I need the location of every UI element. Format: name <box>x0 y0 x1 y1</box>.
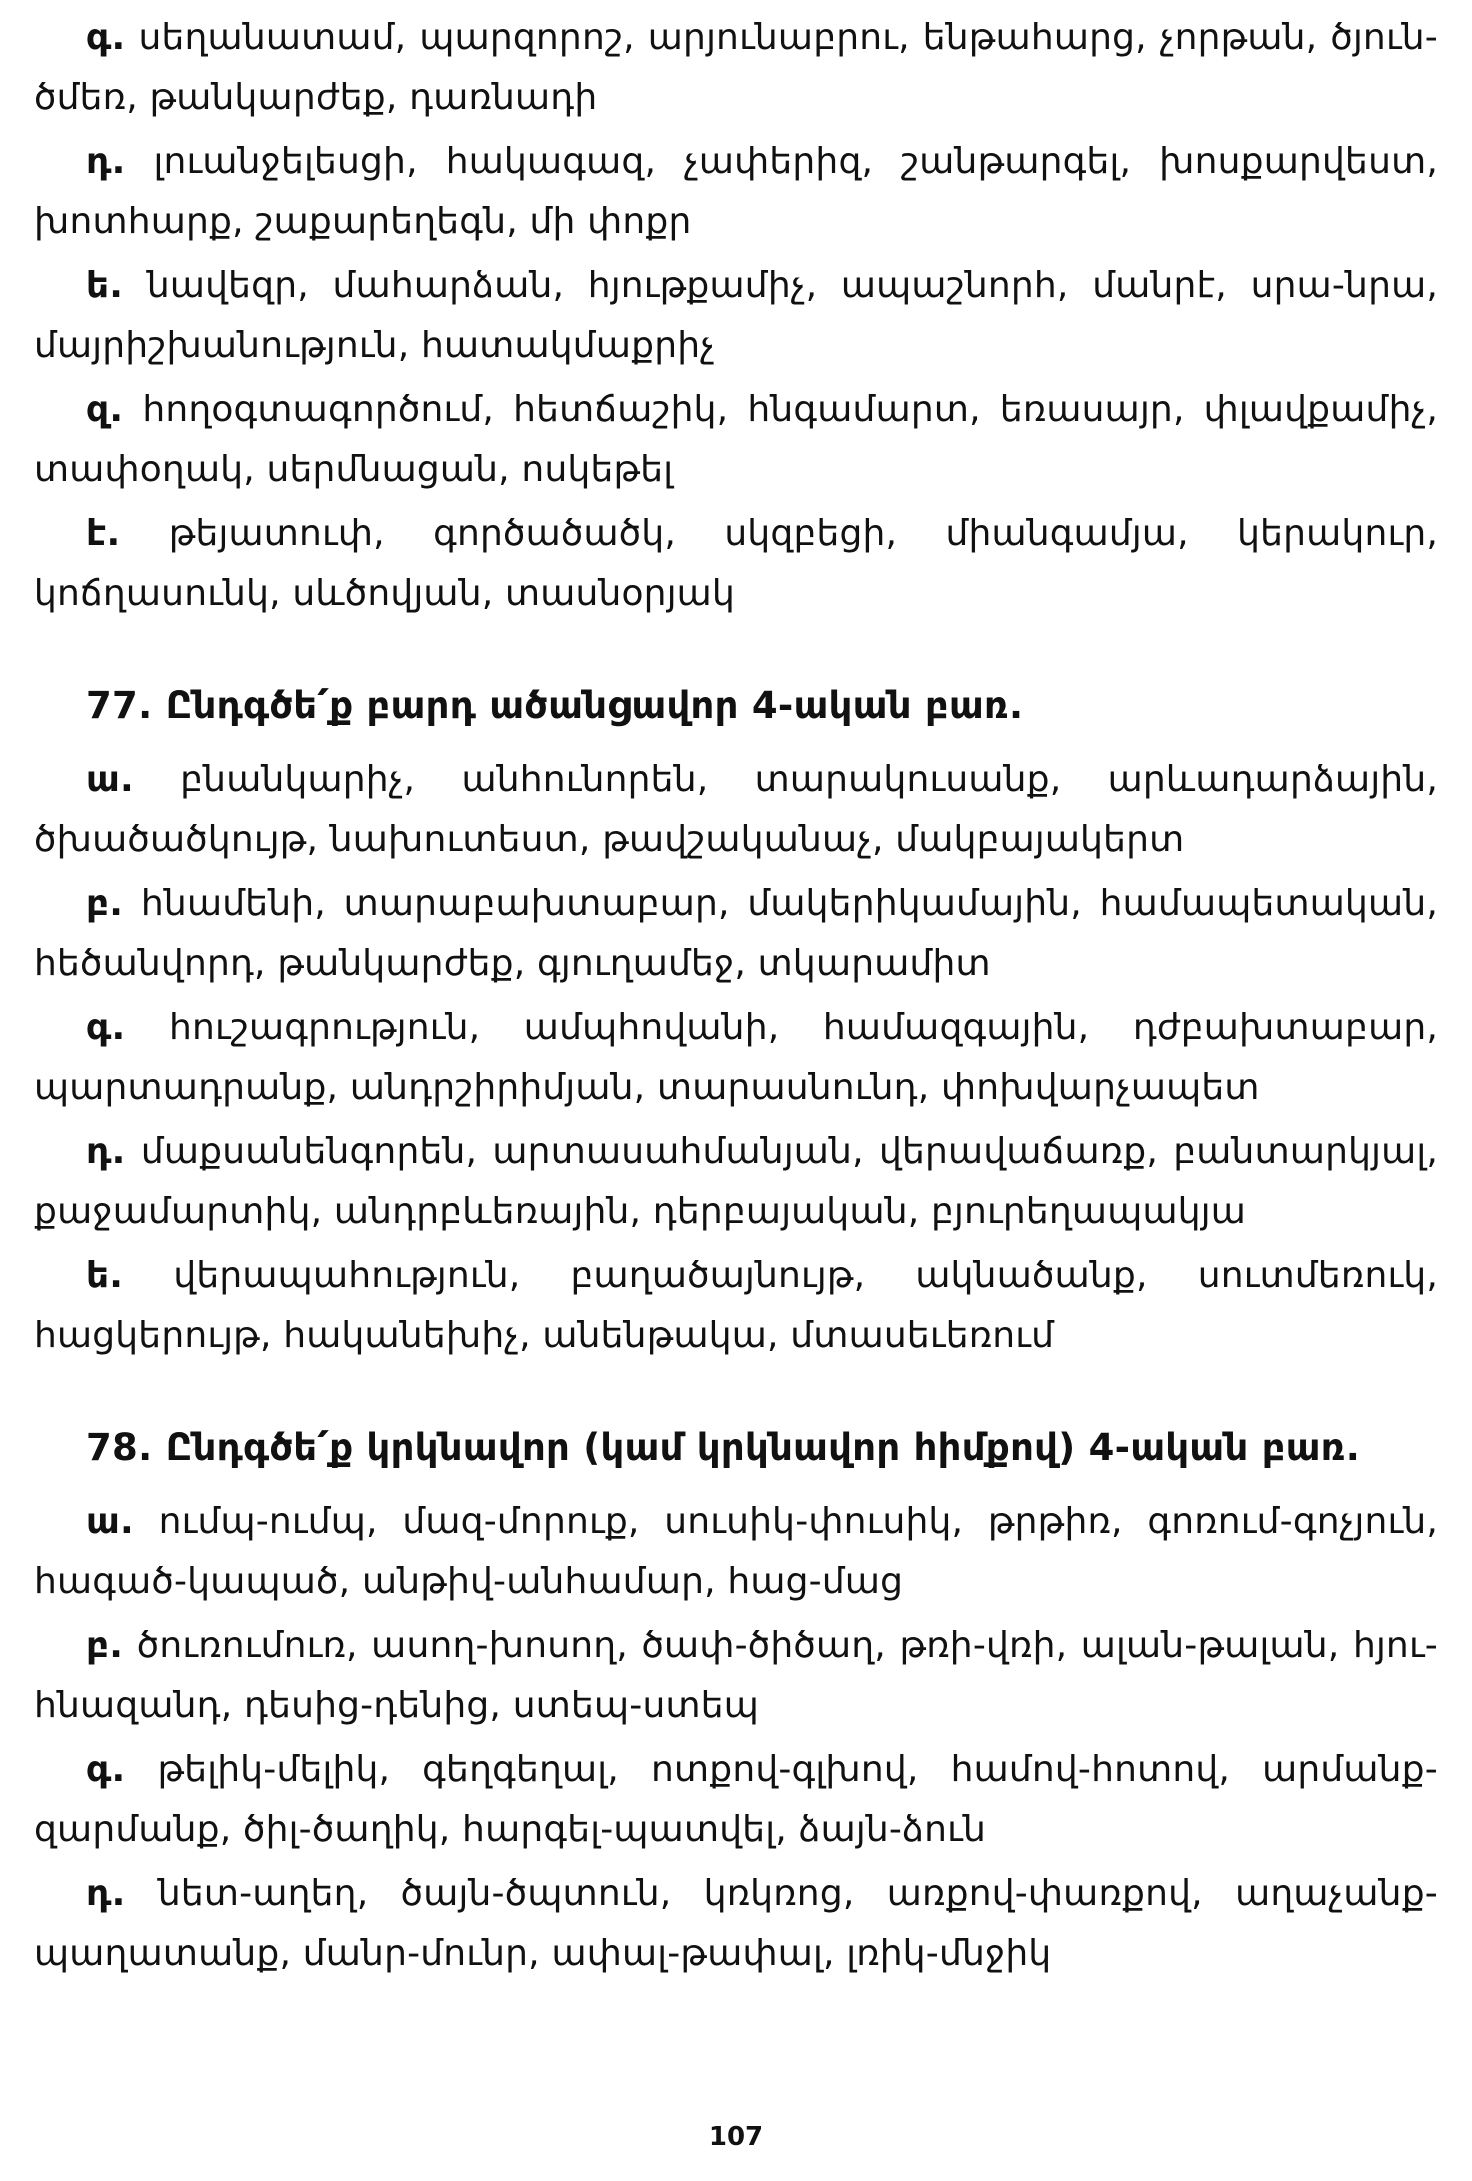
item-text: սեղանատամ, պարզորոշ, արյունաբրու, ենթահարց, չորթան, ծյուն-ծմեռ, թանկարժեք, դառնադի <box>34 17 1438 118</box>
item-text: ծուռումուռ, ասող-խոսող, ծափ-ծիծաղ, թռի-վռի, ալան-թալան, հյու-հնազանդ, դեսից-դենից, ստեպ-ստեպ <box>34 1625 1438 1726</box>
list-item <box>34 1492 1438 1612</box>
list-item <box>34 8 1438 128</box>
item-label: զ. <box>86 389 124 430</box>
item-label: դ. <box>86 1873 126 1914</box>
item-text: հողօգտագործում, հետճաշիկ, հնգամարտ, եռասայր, փլավքամիչ, տափօղակ, սերմնացան, ոսկեթել <box>34 389 1438 490</box>
list-item <box>34 874 1438 994</box>
item-label: գ. <box>86 17 126 58</box>
item-text: ումպ-ումպ, մազ-մորուք, սուսիկ-փուսիկ, թրթիռ, գոռում-գոչյուն, հագած-կապած, անթիվ-անհամար, հաց-մաց <box>34 1501 1438 1602</box>
list-item <box>34 380 1438 500</box>
list-item <box>34 1246 1438 1366</box>
item-text: թեյատուփ, գործածածկ, սկզբեցի, միանգամյա, կերակուր, կոճղասունկ, սևծովյան, տասնօրյակ <box>34 513 1438 614</box>
page-content <box>34 8 1438 1988</box>
item-text: լուանջելեսցի, հակագազ, չափերիզ, շանթարգել, խոսքարվեստ, խոտհարք, շաքարեղեգն, մի փոքր <box>34 141 1438 242</box>
item-label: դ. <box>86 141 126 182</box>
item-text: նավեզր, մահարձան, հյութքամիչ, ապաշնորհ, մանրէ, սրա-նրա, մայրիշխանություն, հատակմաքրիչ <box>34 265 1438 366</box>
list-item <box>34 1864 1438 1984</box>
list-item <box>34 750 1438 870</box>
exercise-78-heading: 78. Ընդգծե՛ք կրկնավոր (կամ կրկնավոր հիմքով) 4-ական բառ. <box>86 1426 1361 1469</box>
item-text: հնամենի, տարաբախտաբար, մակերիկամային, համապետական, հեծանվորդ, թանկարժեք, գյուղամեջ, տկարամիտ <box>34 883 1438 984</box>
page-number: 107 <box>708 2122 764 2152</box>
exercise-77-heading: 77. Ընդգծե՛ք բարդ ածանցավոր 4-ական բառ. <box>86 684 1024 727</box>
item-label: ե. <box>86 1255 124 1296</box>
item-label: ա. <box>86 759 134 800</box>
item-label: ա. <box>86 1501 134 1542</box>
item-text: վերապահություն, բաղածայնույթ, ակնածանք, սուտմեռուկ, հացկերույթ, հականեխիչ, անենթակա, մտասեւեռում <box>34 1255 1438 1356</box>
item-label: ե. <box>86 265 124 306</box>
item-label: է. <box>86 513 121 554</box>
item-text: հուշագրություն, ամպհովանի, համազգային, դժբախտաբար, պարտադրանք, անդրշիրիմյան, տարասնունդ, փոխվարչապետ <box>34 1007 1438 1108</box>
exercise-prev-list <box>34 8 1438 624</box>
item-text: թելիկ-մելիկ, գեղգեղալ, ոտքով-գլխով, համով-հոտով, արմանք-զարմանք, ծիլ-ծաղիկ, հարգել-պատվել, ձայն-ձուն <box>34 1749 1438 1850</box>
item-text: մաքսանենգորեն, արտասահմանյան, վերավաճառք, բանտարկյալ, քաջամարտիկ, անդրբևեռային, դերբայական, բյուրեղապակյա <box>34 1131 1438 1232</box>
exercise-77-list <box>34 750 1438 1366</box>
list-item <box>34 256 1438 376</box>
list-item <box>34 1740 1438 1860</box>
item-text: նետ-աղեղ, ծայն-ծպտուն, կռկռոց, առքով-փառքով, աղաչանք-պաղատանք, մանր-մունր, ափալ-թափալ, լռիկ-մնջիկ <box>34 1873 1438 1974</box>
list-item <box>34 998 1438 1118</box>
item-label: բ. <box>86 883 124 924</box>
list-item <box>34 504 1438 624</box>
list-item <box>34 132 1438 252</box>
exercise-78-list <box>34 1492 1438 1984</box>
list-item <box>34 1616 1438 1736</box>
item-label: բ. <box>86 1625 124 1666</box>
item-text: բնանկարիչ, անհունորեն, տարակուսանք, արևադարձային, ծխածածկույթ, նախուտեստ, թավշականաչ, մակբայակերտ <box>34 759 1438 860</box>
list-item <box>34 1122 1438 1242</box>
item-label: դ. <box>86 1131 126 1172</box>
item-label: գ. <box>86 1007 126 1048</box>
item-label: գ. <box>86 1749 126 1790</box>
